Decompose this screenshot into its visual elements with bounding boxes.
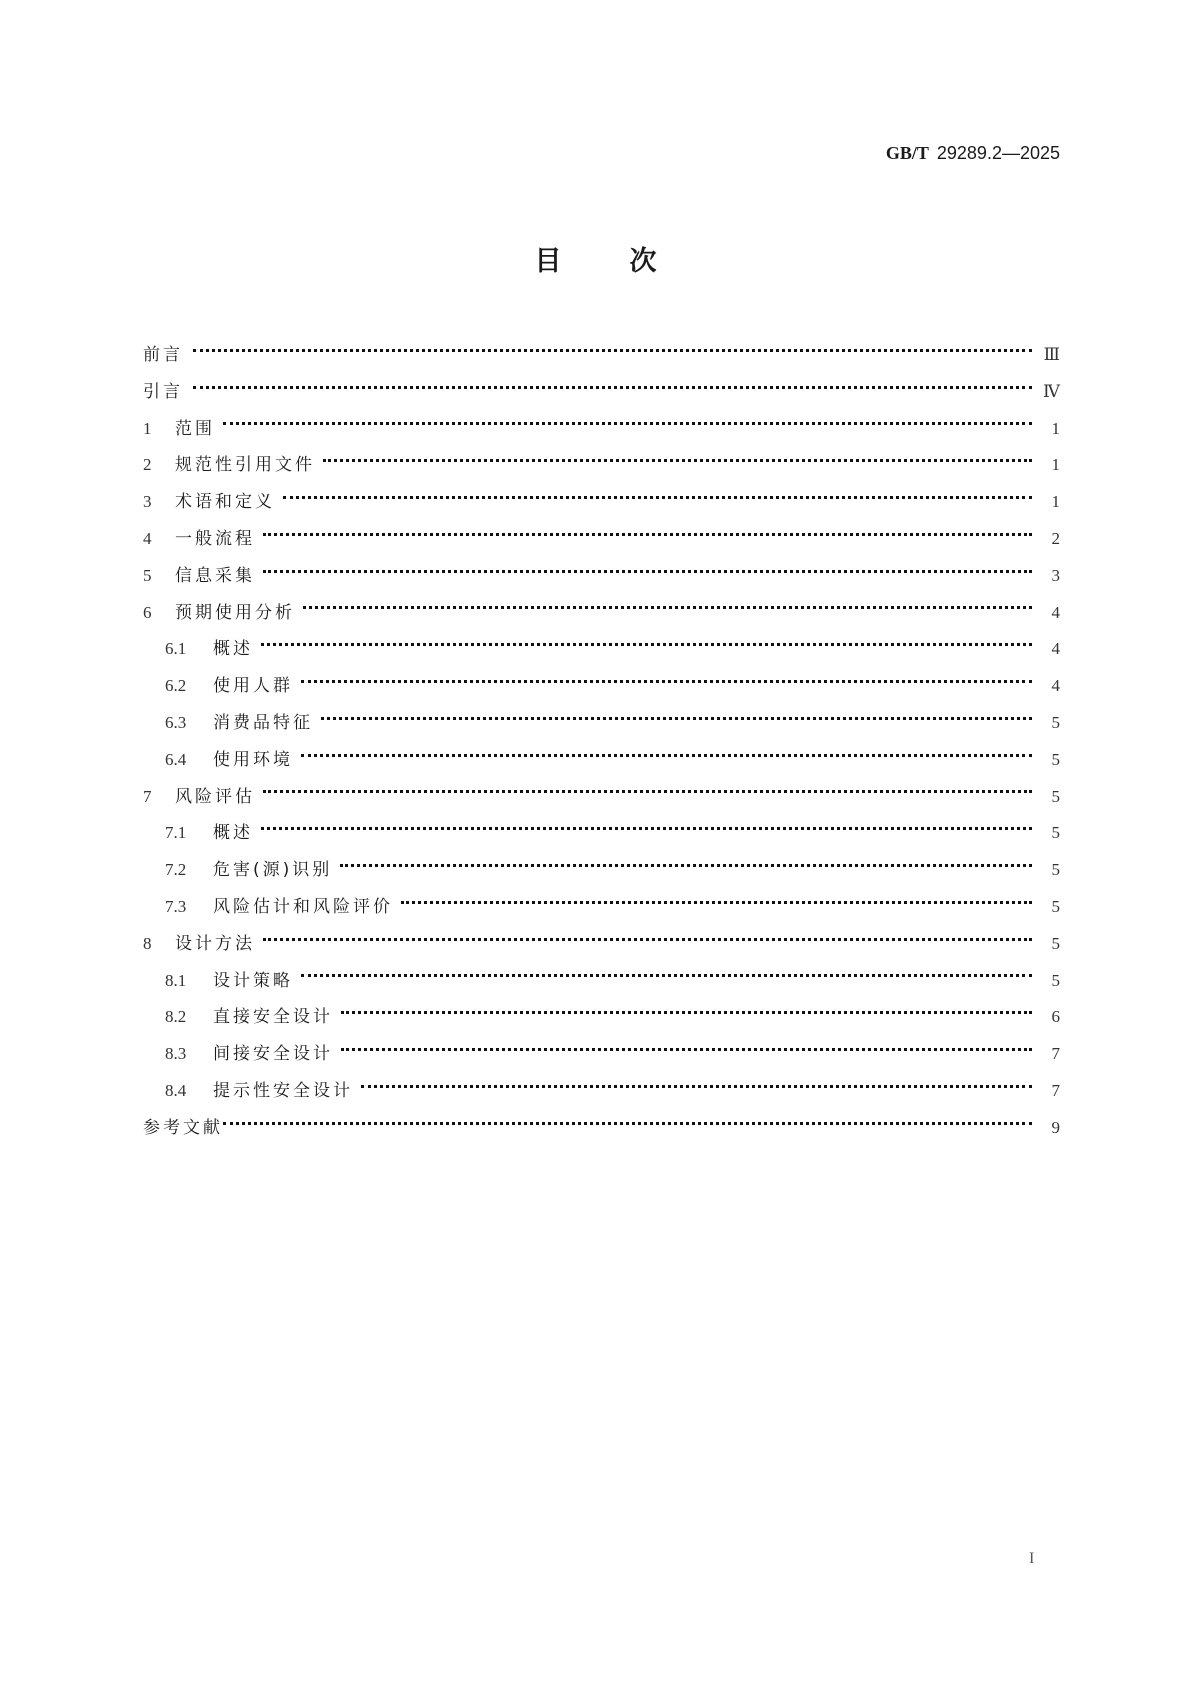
toc-entry-label: 规范性引用文件 <box>175 455 315 476</box>
dot-leader <box>301 754 1032 757</box>
toc-entry-page: 5 <box>1051 823 1060 843</box>
toc-entry-page: 6 <box>1051 1007 1060 1027</box>
toc-entry[interactable] <box>143 558 1060 595</box>
dot-leader <box>303 606 1032 609</box>
dot-leader <box>301 680 1032 683</box>
toc-entry-label: 提示性安全设计 <box>213 1080 353 1101</box>
toc-entry-label: 设计策略 <box>213 970 293 991</box>
dot-leader <box>193 386 1032 389</box>
toc-entry-introduction[interactable] <box>143 374 1060 411</box>
toc-entry-page: 5 <box>1051 896 1060 916</box>
standard-prefix: GB/T <box>885 143 929 163</box>
toc-entry-bibliography[interactable] <box>143 1110 1060 1147</box>
toc-entry[interactable] <box>143 521 1060 558</box>
page-title: 目次 <box>534 246 725 277</box>
toc-entry-page: 5 <box>1051 749 1060 769</box>
toc-entry-page: 2 <box>1051 528 1060 548</box>
toc-entry-number: 6.1 <box>165 639 187 659</box>
toc-entry-page: Ⅲ <box>1043 345 1060 364</box>
toc-entry-label: 参考文献 <box>143 1117 223 1138</box>
toc-entry-page: 5 <box>1051 712 1060 732</box>
toc-entry-label: 直接安全设计 <box>213 1007 333 1028</box>
dot-leader <box>261 827 1032 830</box>
toc-subentry[interactable] <box>143 705 1060 742</box>
toc-entry-label: 危害(源)识别 <box>213 860 333 881</box>
dot-leader <box>361 1085 1032 1088</box>
toc-subentry[interactable] <box>143 1073 1060 1110</box>
toc-entry-number: 6.2 <box>165 676 187 696</box>
toc-subentry[interactable] <box>143 631 1060 668</box>
toc-subentry[interactable] <box>143 668 1060 705</box>
toc-entry-page: 5 <box>1051 933 1060 953</box>
toc-entry[interactable] <box>143 926 1060 963</box>
dot-leader <box>261 643 1032 646</box>
dot-leader <box>323 459 1032 462</box>
toc-entry-label: 消费品特征 <box>213 712 313 733</box>
toc-entry-label: 使用人群 <box>213 676 293 697</box>
toc-entry-number: 5 <box>143 565 152 585</box>
dot-leader <box>283 496 1032 499</box>
toc-entry-label: 引言 <box>143 381 183 402</box>
toc-subentry[interactable] <box>143 963 1060 1000</box>
toc-entry-label: 概述 <box>213 823 253 844</box>
toc-entry-page: 4 <box>1051 639 1060 659</box>
toc-entry[interactable] <box>143 779 1060 816</box>
toc-entry-number: 6.3 <box>165 712 187 732</box>
toc-entry-label: 前言 <box>143 345 183 365</box>
toc-entry-label: 风险估计和风险评价 <box>213 896 393 917</box>
toc-entry-number: 8.3 <box>165 1044 187 1064</box>
toc-entry-number: 2 <box>143 455 152 475</box>
table-of-contents <box>143 337 1060 1147</box>
toc-entry-page: 1 <box>1051 455 1060 475</box>
footer-page-number: I <box>1029 1550 1035 1567</box>
dot-leader <box>321 717 1032 720</box>
dot-leader <box>263 570 1032 573</box>
dot-leader <box>340 864 1032 867</box>
toc-entry[interactable] <box>143 595 1060 632</box>
toc-entry-label: 风险评估 <box>175 786 255 807</box>
toc-entry-label: 范围 <box>175 418 215 439</box>
toc-entry-page: 4 <box>1051 602 1060 622</box>
toc-entry-page: 5 <box>1051 860 1060 880</box>
toc-entry-label: 术语和定义 <box>175 492 275 513</box>
toc-entry-label: 间接安全设计 <box>213 1044 333 1065</box>
toc-entry-page: 9 <box>1051 1117 1060 1137</box>
dot-leader <box>301 974 1032 977</box>
dot-leader <box>341 1048 1032 1051</box>
toc-entry-number: 7.3 <box>165 896 187 916</box>
dot-leader <box>263 938 1032 941</box>
toc-entry[interactable] <box>143 484 1060 521</box>
toc-subentry[interactable] <box>143 815 1060 852</box>
toc-entry[interactable] <box>143 411 1060 448</box>
toc-subentry[interactable] <box>143 852 1060 889</box>
toc-entry-page: 5 <box>1051 970 1060 990</box>
toc-entry-label: 预期使用分析 <box>175 602 295 623</box>
toc-entry-label: 一般流程 <box>175 528 255 549</box>
toc-entry-label: 使用环境 <box>213 749 293 770</box>
toc-entry-foreword[interactable] <box>143 337 1060 374</box>
toc-entry-label: 信息采集 <box>175 565 255 586</box>
toc-entry-page: 7 <box>1051 1044 1060 1064</box>
toc-entry-number: 6 <box>143 602 152 622</box>
dot-leader <box>341 1011 1032 1014</box>
toc-entry-page: 1 <box>1051 418 1060 438</box>
standard-number: 29289.2—2025 <box>936 143 1060 163</box>
toc-subentry[interactable] <box>143 999 1060 1036</box>
toc-subentry[interactable] <box>143 742 1060 779</box>
toc-subentry[interactable] <box>143 889 1060 926</box>
toc-entry-number: 3 <box>143 492 152 512</box>
toc-entry-number: 7.2 <box>165 860 187 880</box>
toc-entry-number: 6.4 <box>165 749 187 769</box>
document-header <box>886 141 1060 166</box>
dot-leader <box>263 790 1032 793</box>
toc-subentry[interactable] <box>143 1036 1060 1073</box>
dot-leader <box>223 422 1032 425</box>
toc-entry-label: 设计方法 <box>175 933 255 954</box>
toc-entry-page: Ⅳ <box>1043 381 1060 401</box>
toc-entry-number: 7.1 <box>165 823 187 843</box>
dot-leader <box>223 1122 1032 1125</box>
toc-entry-page: 5 <box>1051 786 1060 806</box>
toc-entry-number: 1 <box>143 418 152 438</box>
toc-entry[interactable] <box>143 447 1060 484</box>
toc-entry-number: 8.1 <box>165 970 187 990</box>
toc-entry-number: 8.4 <box>165 1080 187 1100</box>
dot-leader <box>263 533 1032 536</box>
toc-entry-number: 8.2 <box>165 1007 187 1027</box>
toc-entry-page: 4 <box>1051 676 1060 696</box>
toc-entry-number: 4 <box>143 528 152 548</box>
dot-leader <box>193 349 1032 352</box>
dot-leader <box>401 901 1032 904</box>
toc-entry-page: 3 <box>1051 565 1060 585</box>
toc-entry-page: 7 <box>1051 1080 1060 1100</box>
toc-entry-page: 1 <box>1051 492 1060 512</box>
toc-entry-number: 7 <box>143 786 152 806</box>
toc-entry-number: 8 <box>143 933 152 953</box>
toc-entry-label: 概述 <box>213 639 253 660</box>
